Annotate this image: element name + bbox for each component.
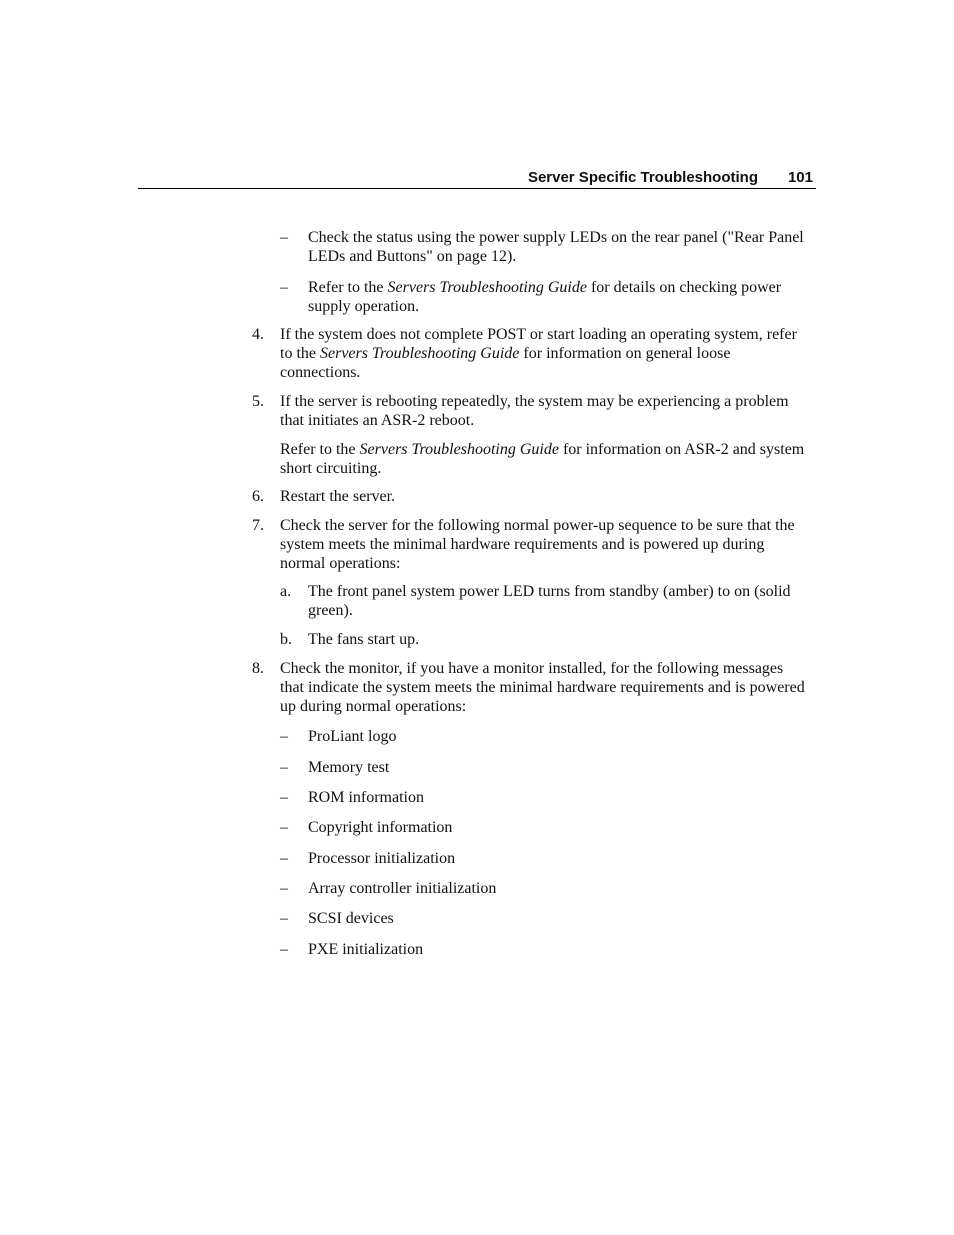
dash-marker: –: [280, 279, 288, 296]
guide-title: Servers Troubleshooting Guide: [320, 345, 520, 362]
page-number: 101: [787, 169, 813, 186]
dash-marker: –: [280, 728, 288, 745]
list-item-text: Memory test: [308, 759, 390, 776]
step-text: Check the monitor, if you have a monitor installed, for the following messages that indicate the system meets the minimal hardware requirements and is powered up during normal operations:: [280, 660, 805, 715]
list-item-text: Processor initialization: [308, 850, 456, 867]
running-header: [138, 168, 816, 189]
list-item-text: SCSI devices: [308, 910, 394, 927]
guide-title: Servers Troubleshooting Guide: [387, 279, 587, 296]
step-text: If the server is rebooting repeatedly, the system may be experiencing a problem that initiates an ASR-2 reboot.: [280, 393, 789, 429]
header-title: Server Specific Troubleshooting: [527, 169, 758, 186]
list-item-text: Refer to the Servers Troubleshooting Guide for details on checking power supply operation.: [308, 279, 782, 315]
list-item-text: Check the status using the power supply LEDs on the rear panel ("Rear Panel LEDs and Buttons" on page 12).: [308, 229, 804, 265]
list-item-text: ROM information: [308, 789, 424, 806]
dash-marker: –: [280, 910, 288, 927]
step-number: 7.: [252, 517, 264, 534]
step-text: If the system does not complete POST or start loading an operating system, refer to the Servers Troubleshooting Guide for information on general loose connections.: [280, 326, 797, 381]
step-number: 8.: [252, 660, 264, 677]
dash-marker: –: [280, 789, 288, 806]
guide-title: Servers Troubleshooting Guide: [359, 441, 559, 458]
dash-marker: –: [280, 229, 288, 246]
list-item-text: PXE initialization: [308, 941, 424, 958]
substep-letter: a.: [280, 583, 292, 600]
step-number: 6.: [252, 488, 264, 505]
step-text: Restart the server.: [280, 488, 396, 505]
dash-marker: –: [280, 819, 288, 836]
step-number: 5.: [252, 393, 264, 410]
substep-text: The fans start up.: [308, 631, 420, 648]
step-text: Check the server for the following normal power-up sequence to be sure that the system meets the minimal hardware requirements and is powered up during normal operations:: [280, 517, 795, 572]
dash-marker: –: [280, 941, 288, 958]
list-item-text: Copyright information: [308, 819, 453, 836]
dash-marker: –: [280, 759, 288, 776]
substep-letter: b.: [280, 631, 292, 648]
step-number: 4.: [252, 326, 264, 343]
dash-marker: –: [280, 880, 288, 897]
step-5-note: Refer to the Servers Troubleshooting Guide for information on ASR-2 and system short circuiting.: [280, 441, 805, 477]
list-item-text: ProLiant logo: [308, 728, 397, 745]
list-item-text: Array controller initialization: [308, 880, 497, 897]
dash-marker: –: [280, 850, 288, 867]
substep-text: The front panel system power LED turns from standby (amber) to on (solid green).: [308, 583, 791, 619]
